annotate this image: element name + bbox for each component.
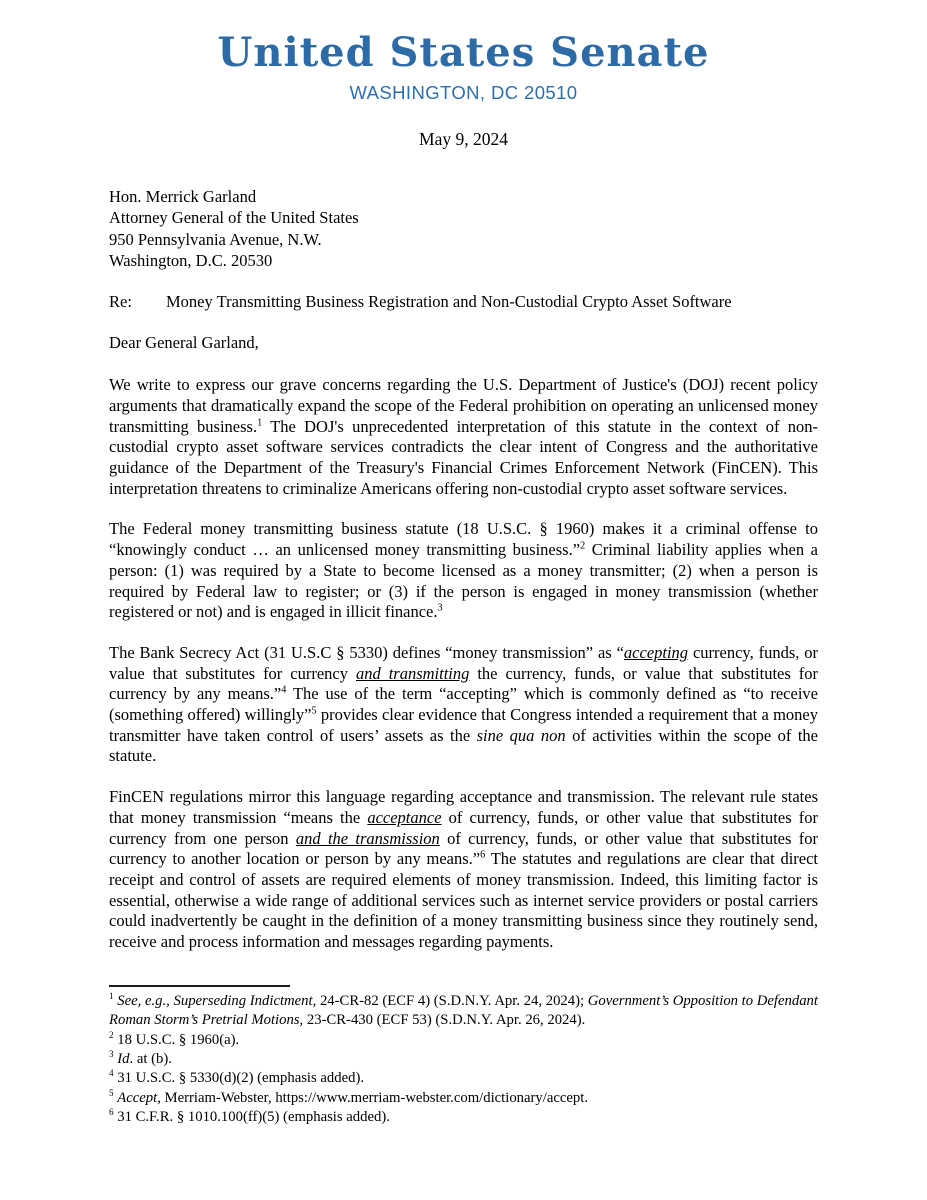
- text-run: acceptance: [367, 807, 442, 827]
- footnotes-list: [109, 992, 818, 1128]
- text-run: sine qua non: [476, 725, 566, 745]
- text-run: 31 C.F.R. § 1010.100(ff)(5) (emphasis added).: [117, 1109, 390, 1126]
- text-run: , 24-CR-82 (ECF 4) (S.D.N.Y. Apr. 24, 2024);: [312, 992, 588, 1009]
- footnote-reference: 2: [580, 540, 586, 552]
- letterhead-city-line: WASHINGTON, DC 20510: [349, 82, 578, 103]
- text-run: Id: [117, 1050, 130, 1067]
- footnote-number: 3: [109, 1049, 114, 1060]
- text-run: and transmitting: [355, 663, 470, 683]
- footnote: [109, 1089, 818, 1108]
- recipient-line: Attorney General of the United States: [109, 208, 359, 228]
- subject-label: Re:: [109, 292, 132, 312]
- body-paragraph: [109, 375, 818, 499]
- text-run: , Merriam-Webster, https://www.merriam-webster.com/dictionary/accept.: [157, 1089, 589, 1106]
- text-run: FinCEN regulations mirror this language regarding acceptance and transmission. The relevant rule states that money transmission “means the: [109, 787, 818, 827]
- text-run: of currency, funds, or other value that substitutes for currency from one person: [109, 807, 818, 848]
- text-run: We write to express our grave concerns regarding the U.S. Department of Justice's (DOJ) recent policy arguments that dramatically expand the scope of the Federal prohibition on operating an unlicensed money transmitting business.: [109, 375, 818, 436]
- recipient-line: Hon. Merrick Garland: [109, 187, 257, 206]
- footnote-number: 1: [109, 990, 114, 1001]
- text-run: of currency, funds, or other value that substitutes for currency to another location or person by any means.”: [109, 828, 818, 869]
- footnote-reference: 5: [311, 705, 317, 717]
- text-run: and the transmission: [295, 828, 440, 848]
- footnote-number: 4: [109, 1068, 114, 1079]
- text-run: the currency, funds, or value that substitutes for currency by any means.”: [109, 663, 818, 704]
- text-run: Criminal liability applies when a person: (1) was required by a State to become licensed as a money transmitter; (2) when a person is required by Federal law to register; or (3) if the person is engaged in money transmission (whether registered or not) and is engaged in illicit finance.: [109, 540, 819, 622]
- text-run: of activities within the scope of the statute.: [109, 725, 818, 766]
- subject-line: [109, 292, 818, 312]
- text-run: 31 U.S.C. § 5330(d)(2) (emphasis added).: [117, 1070, 365, 1087]
- senate-wordmark: United States Senate: [217, 29, 710, 76]
- text-run: Accept: [117, 1089, 158, 1106]
- footnote-number: 6: [109, 1107, 114, 1118]
- text-run: . at (b).: [129, 1050, 172, 1067]
- body-paragraph: [109, 643, 818, 767]
- footnote: [109, 1108, 818, 1127]
- letter-body: [109, 375, 818, 953]
- text-run: The Federal money transmitting business statute (18 U.S.C. § 1960) makes it a criminal offense to “knowingly conduct … an unlicensed money transmitting business.”: [109, 519, 818, 560]
- text-run: See, e.g., Superseding Indictment: [117, 992, 313, 1009]
- footnote-number: 2: [109, 1029, 114, 1040]
- subject-text: Money Transmitting Business Registration and Non-Custodial Crypto Asset Software: [166, 292, 732, 312]
- footnote-separator-rule: [109, 985, 290, 987]
- letterhead: [0, 0, 927, 104]
- text-run: The DOJ's unprecedented interpretation of this statute in the context of non-custodial crypto asset software services contradicts the clear intent of Congress and the authoritative guidance of the Department of the Treasury's Financial Crimes Enforcement Network (FinCEN). This interpretation threatens to criminalize Americans offering non-custodial crypto asset software services.: [109, 416, 819, 498]
- footnote: [109, 992, 818, 1031]
- footnote: [109, 1031, 818, 1050]
- footnote-reference: 6: [480, 849, 486, 861]
- text-run: The use of the term “accepting” which is commonly defined as “to receive (something offered) willingly”: [109, 684, 818, 725]
- body-paragraph: [109, 787, 818, 953]
- footnote-reference: 3: [437, 602, 443, 614]
- text-run: The statutes and regulations are clear that direct receipt and control of assets are required elements of money transmission. Indeed, this limiting factor is essential, otherwise a wide range of additional services such as internet service providers or postal carriers could inadvertently be caught in the definition of a money transmitting business since they routinely send, receive and process information and messages regarding payments.: [109, 849, 819, 952]
- body-paragraph: [109, 519, 818, 623]
- footnote-number: 5: [109, 1087, 114, 1098]
- text-run: currency, funds, or value that substitutes for currency: [109, 642, 818, 683]
- recipient-line: Washington, D.C. 20530: [109, 250, 273, 270]
- text-run: provides clear evidence that Congress intended a requirement that a money transmitter have taken control of users’ assets as the: [109, 705, 819, 745]
- text-run: The Bank Secrecy Act (31 U.S.C § 5330) defines “money transmission” as “: [109, 642, 624, 662]
- text-run: 18 U.S.C. § 1960(a).: [117, 1031, 240, 1048]
- footnotes-section: [109, 985, 818, 1128]
- footnote: [109, 1069, 818, 1088]
- letter-date: May 9, 2024: [419, 129, 508, 149]
- text-run: accepting: [623, 642, 689, 662]
- recipient-line: 950 Pennsylvania Avenue, N.W.: [109, 229, 322, 249]
- footnote-reference: 4: [281, 684, 287, 696]
- footnote-reference: 1: [257, 417, 263, 429]
- letter-content: [109, 186, 818, 953]
- text-run: Government’s Opposition to Defendant Roman Storm’s Pretrial Motions,: [109, 992, 818, 1029]
- footnote: [109, 1050, 818, 1069]
- recipient-block: [109, 186, 818, 271]
- text-run: 23-CR-430 (ECF 53) (S.D.N.Y. Apr. 26, 2024).: [303, 1012, 586, 1029]
- salutation: Dear General Garland,: [109, 333, 259, 353]
